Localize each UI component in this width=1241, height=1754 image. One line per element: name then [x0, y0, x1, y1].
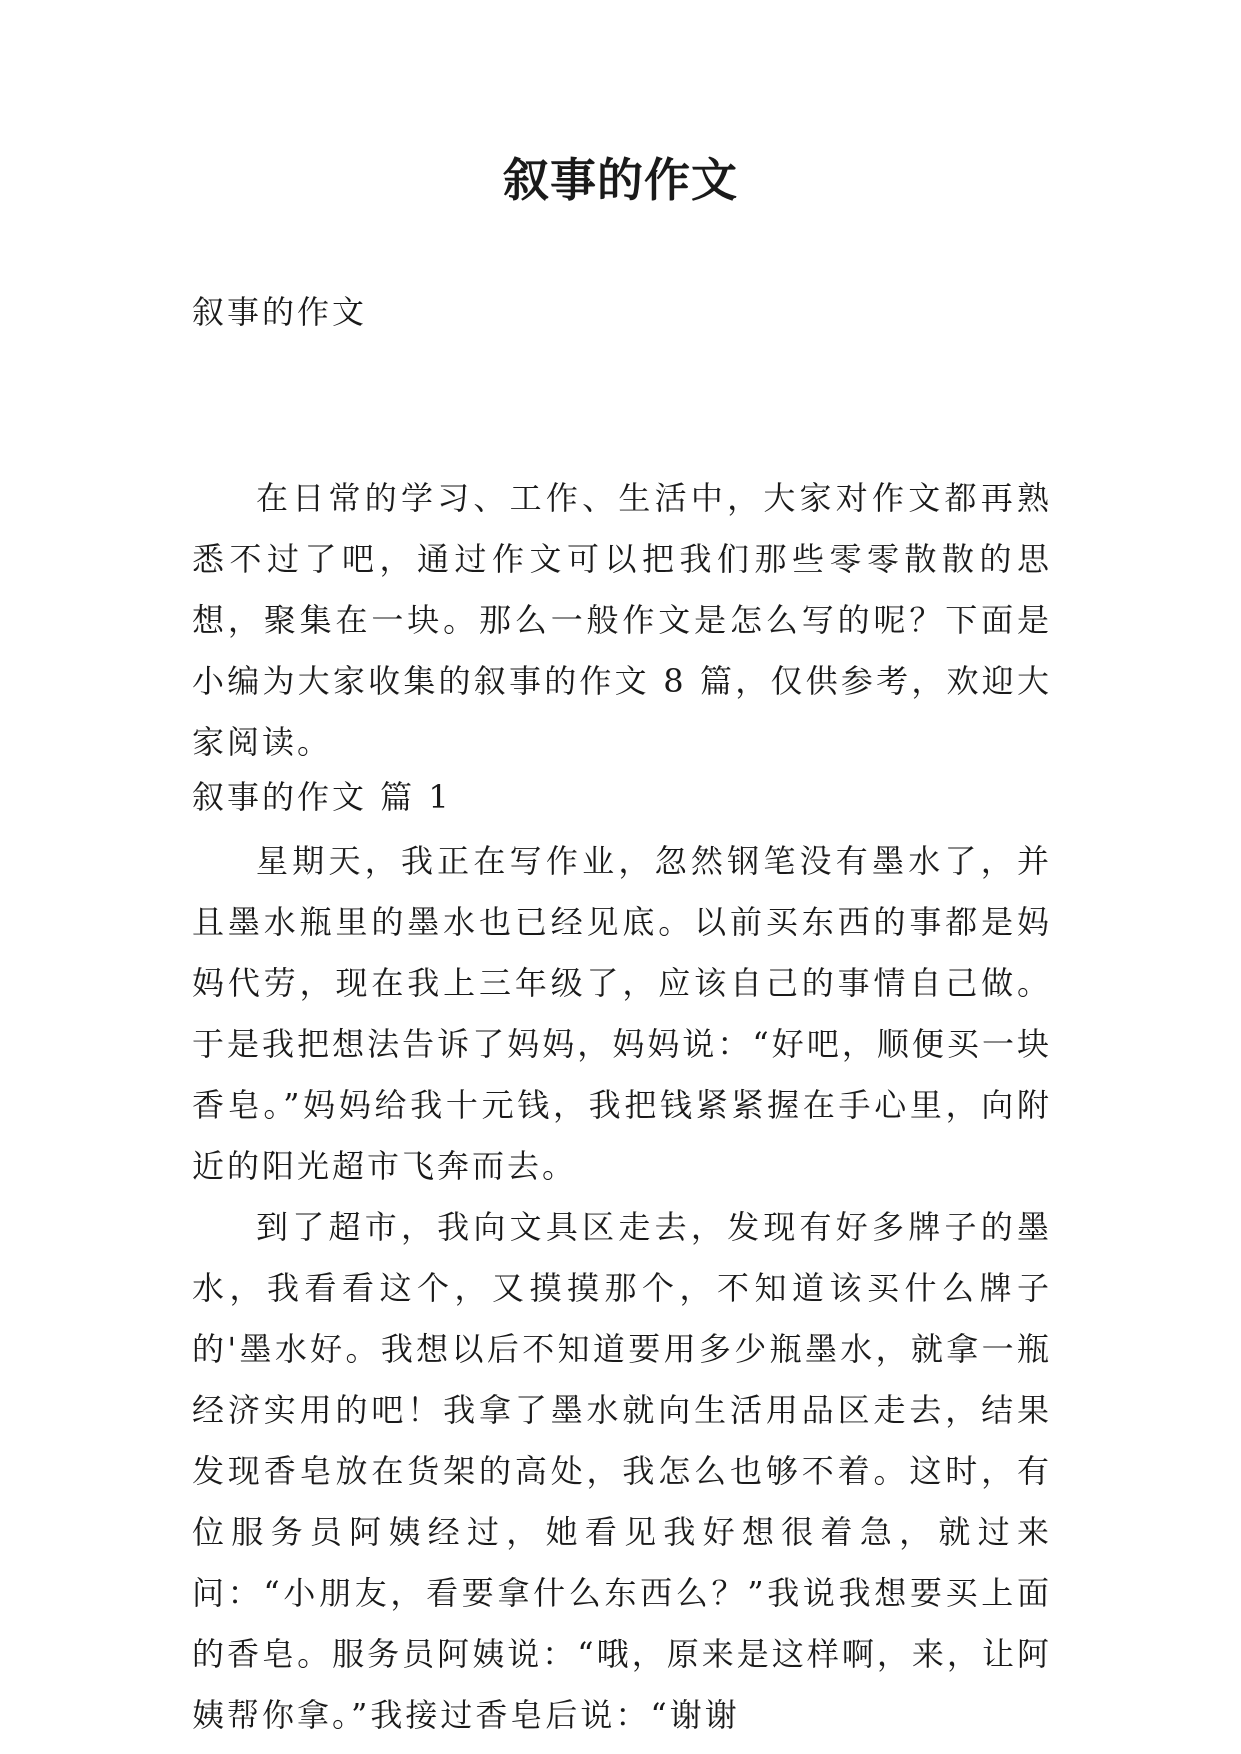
document-subtitle: 叙事的作文 — [192, 293, 368, 331]
section-heading: 叙事的作文 篇 1 — [192, 778, 452, 816]
document-title: 叙事的作文 — [503, 153, 738, 207]
body-paragraph: 星期天，我正在写作业，忽然钢笔没有墨水了，并且墨水瓶里的墨水也已经见底。以前买东西的事都是妈妈代劳，现在我上三年级了，应该自己的事情自己做。于是我把想法告诉了妈妈，妈妈说：“好吧，顺便买一块香皂。”妈妈给我十元钱，我把钱紧紧握在手心里，向附近的阳光超市飞奔而去。 — [192, 842, 1052, 1185]
intro-paragraph: 在日常的学习、工作、生活中，大家对作文都再熟悉不过了吧，通过作文可以把我们那些零零散散的思想，聚集在一块。那么一般作文是怎么写的呢？下面是小编为大家收集的叙事的作文 8 篇，仅供参考，欢迎大家阅读。 — [192, 479, 1052, 761]
body-paragraph: 到了超市，我向文具区走去，发现有好多牌子的墨水，我看看这个，又摸摸那个，不知道该买什么牌子的'墨水好。我想以后不知道要用多少瓶墨水，就拿一瓶经济实用的吧！我拿了墨水就向生活用品区走去，结果发现香皂放在货架的高处，我怎么也够不着。这时，有位服务员阿姨经过，她看见我好想很着急，就过来问：“小朋友，看要拿什么东西么？”我说我想要买上面的香皂。服务员阿姨说：“哦，原来是这样啊，来，让阿姨帮你拿。”我接过香皂后说：“谢谢 — [192, 1208, 1052, 1734]
document-body — [192, 468, 1052, 1746]
